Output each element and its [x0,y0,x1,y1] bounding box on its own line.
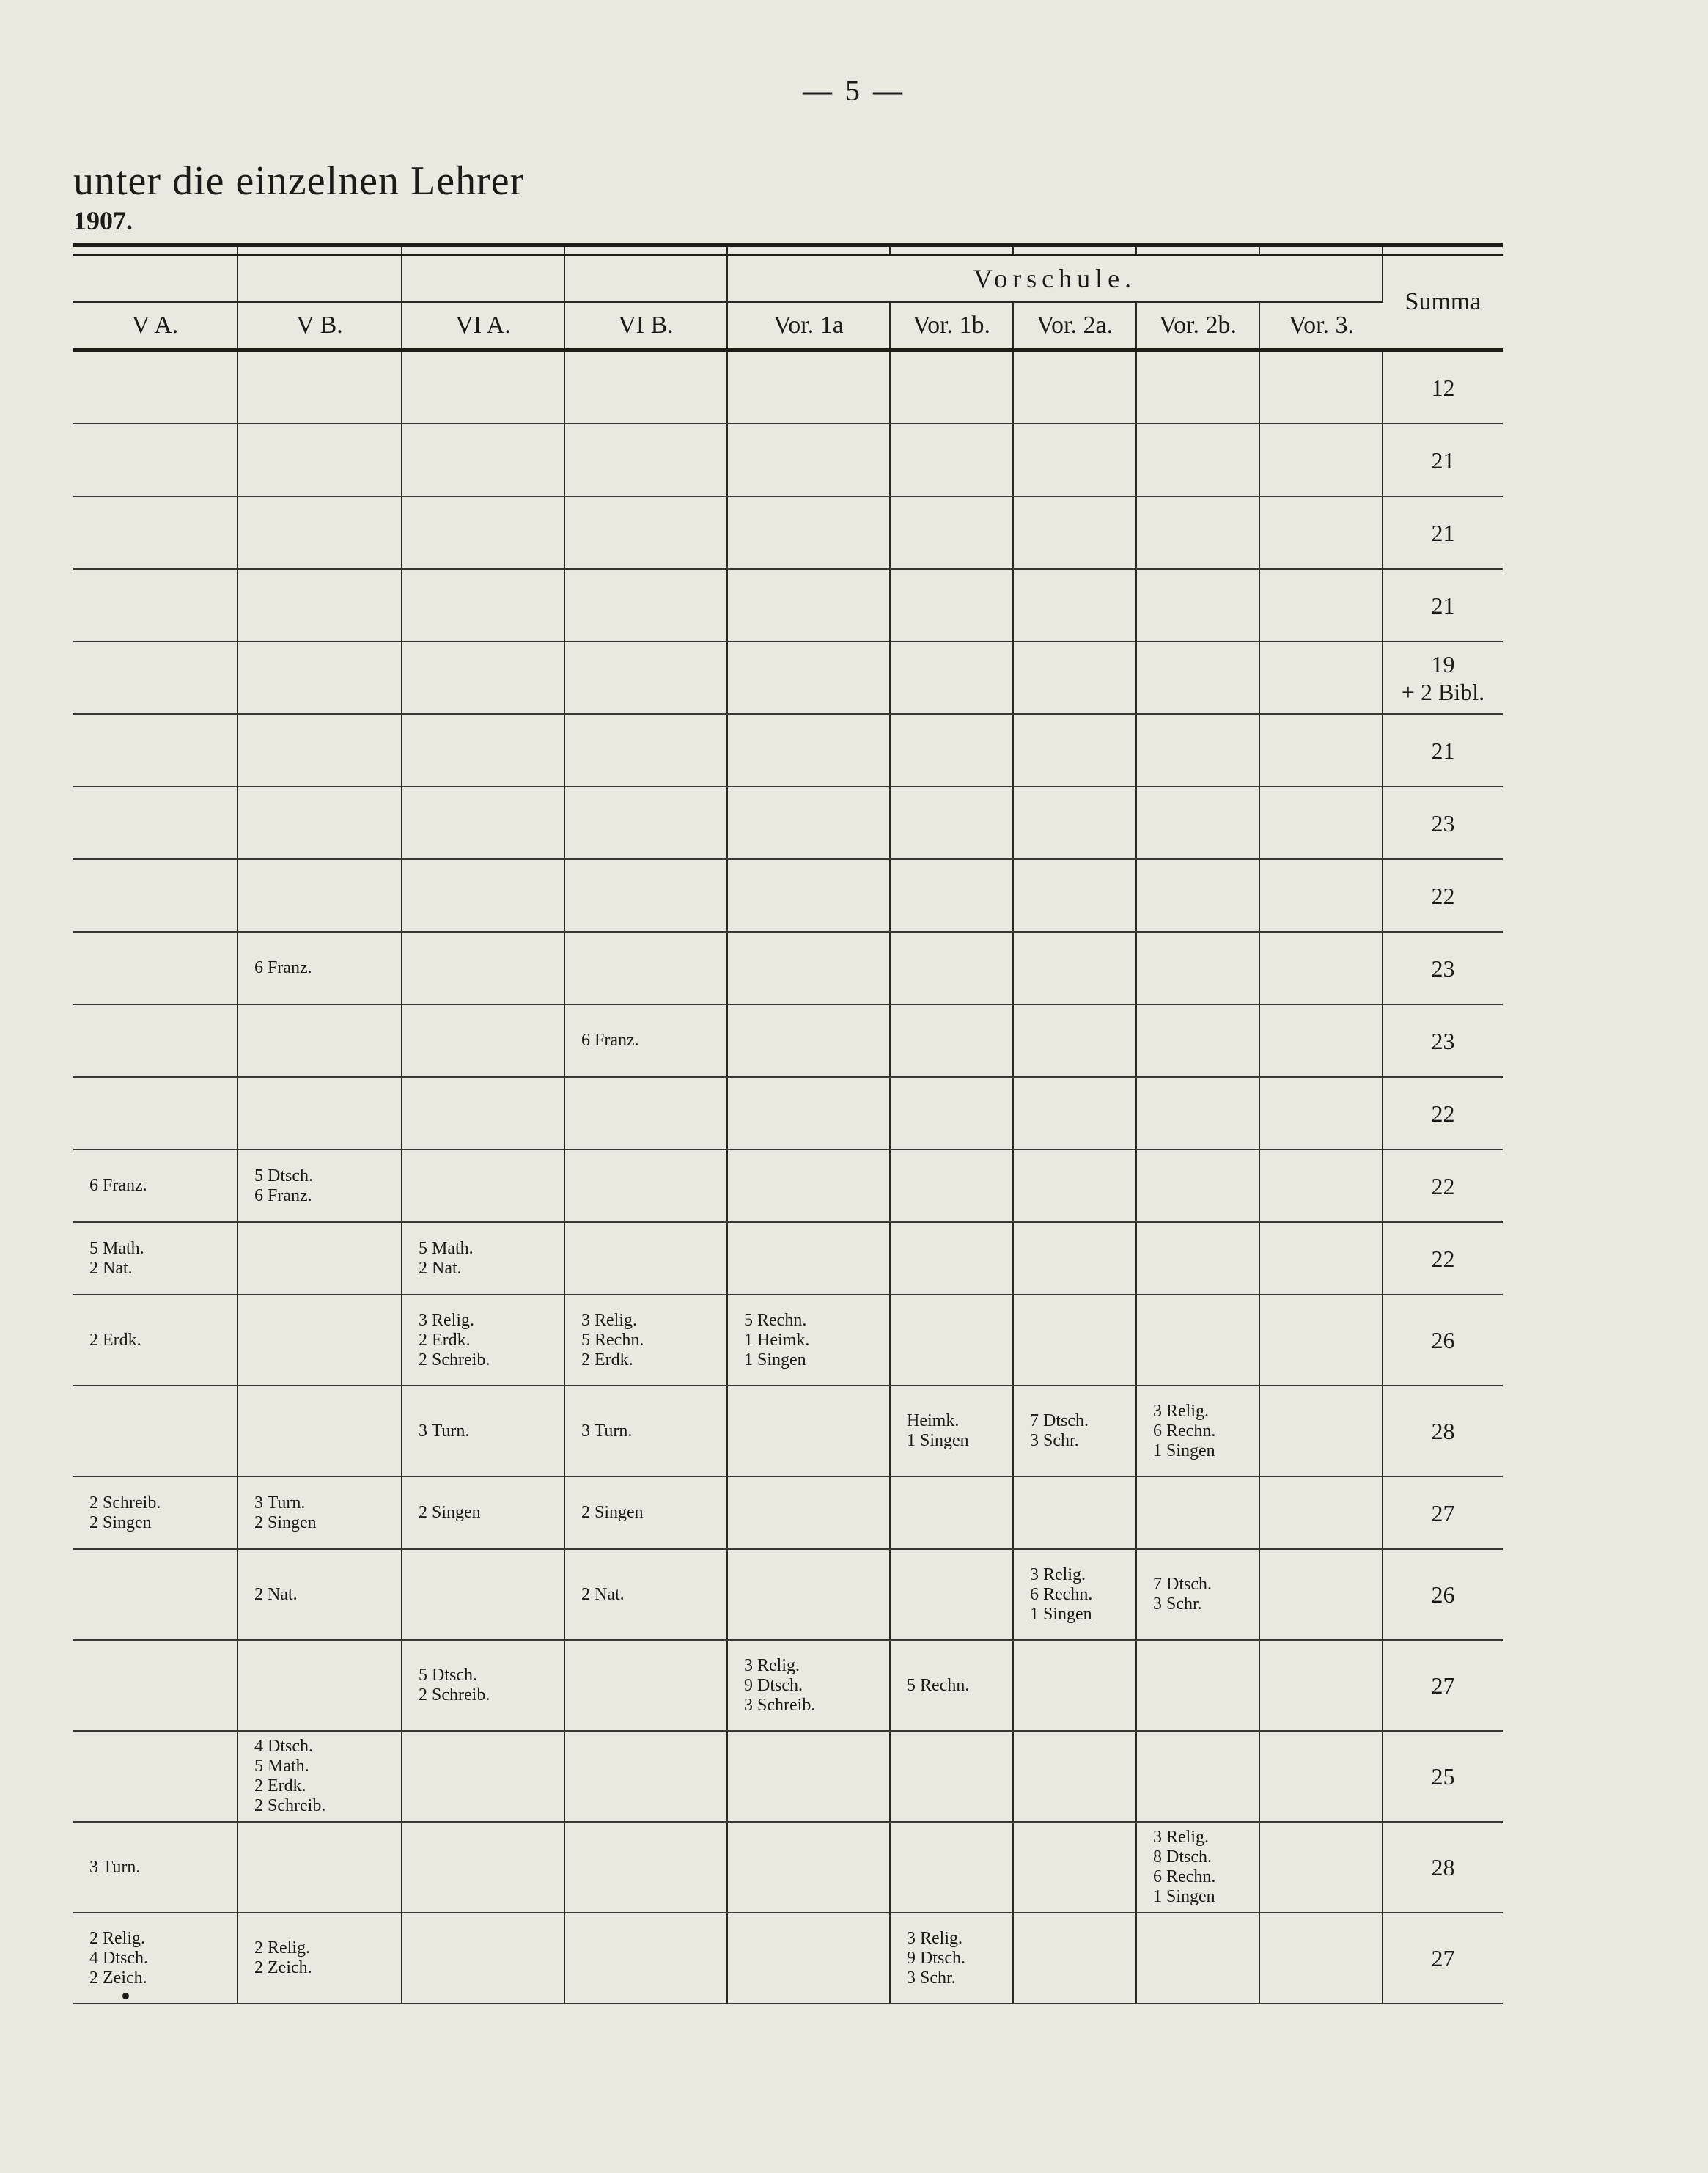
table-cell [1136,1640,1259,1731]
table-row [73,1386,1503,1477]
table-cell [402,859,564,932]
table-cell [402,932,564,1004]
table-cell [564,1913,727,2004]
table-cell [1136,569,1259,641]
table-cell [1259,1731,1383,1822]
row-sum: 19 + 2 Bibl. [1383,641,1503,714]
table-cell [1259,1295,1383,1386]
table-cell [402,1386,564,1477]
table-cell [727,859,890,932]
table-row [73,641,1503,714]
cell-text: 2 Relig. 2 Zeich. [254,1938,312,1977]
table-cell [890,641,1013,714]
table-cell [1136,932,1259,1004]
table-cell [1259,1222,1383,1295]
table-cell [1136,641,1259,714]
table-cell [564,1477,727,1549]
table-cell [1136,1077,1259,1150]
table-cell [890,1822,1013,1913]
cell-text: 3 Relig. 2 Erdk. 2 Schreib. [419,1310,490,1369]
cell-text: 2 Singen [581,1503,644,1522]
table-cell [1136,1150,1259,1222]
cell-text: 3 Relig. 9 Dtsch. 3 Schreib. [744,1655,816,1715]
row-sum: 21 [1383,496,1503,569]
column-header: V A. [73,302,238,350]
row-sum: 12 [1383,350,1503,424]
cell-text: 3 Relig. 6 Rechn. 1 Singen [1153,1401,1216,1460]
cell-text: 7 Dtsch. 3 Schr. [1030,1411,1089,1450]
cell-text: 5 Dtsch. 2 Schreib. [419,1666,490,1705]
table-cell [402,1150,564,1222]
row-sum: 26 [1383,1549,1503,1640]
row-sum: 21 [1383,569,1503,641]
table-cell [1013,787,1136,859]
table-cell [564,1731,727,1822]
table-cell [238,1731,402,1822]
table-cell [727,569,890,641]
table-row [73,1150,1503,1222]
table-row [73,1077,1503,1150]
cell-text: 3 Relig. 9 Dtsch. 3 Schr. [907,1928,965,1988]
table-cell [890,1477,1013,1549]
table-cell [1259,1150,1383,1222]
table-cell [890,1004,1013,1077]
table-cell [1136,1477,1259,1549]
table-cell [238,714,402,787]
table-cell [238,1549,402,1640]
table-cell [890,1222,1013,1295]
table-row [73,1913,1503,2004]
table-cell [238,1150,402,1222]
table-cell [73,569,238,641]
table-cell [1013,932,1136,1004]
row-sum: 22 [1383,1222,1503,1295]
summa-header: Summa [1383,255,1503,350]
table-cell [1013,350,1136,424]
table-cell [1259,932,1383,1004]
table-cell [727,1477,890,1549]
table-cell [402,714,564,787]
table-cell [1136,1222,1259,1295]
table-cell [73,1731,238,1822]
table-cell [890,932,1013,1004]
column-header: V B. [238,302,402,350]
table-cell [73,787,238,859]
cell-text: 5 Dtsch. 6 Franz. [254,1166,313,1205]
year-label: 1907. [73,206,133,235]
table-row [73,1477,1503,1549]
table-cell [238,496,402,569]
table-cell [73,1077,238,1150]
table-cell [1259,1822,1383,1913]
table-cell [727,1913,890,2004]
table-cell [73,1822,238,1913]
table-cell [890,1731,1013,1822]
table-cell [73,1386,238,1477]
table-cell [1013,569,1136,641]
table-cell [1013,641,1136,714]
table-cell [1013,1549,1136,1640]
table-cell [1136,787,1259,859]
table-cell [1013,1150,1136,1222]
table-cell [238,350,402,424]
cell-text: 7 Dtsch. 3 Schr. [1153,1575,1212,1614]
table-cell [73,1913,238,2004]
table-cell [73,859,238,932]
table-cell [1136,1004,1259,1077]
table-row [73,714,1503,787]
row-sum: 23 [1383,787,1503,859]
row-sum: 27 [1383,1640,1503,1731]
table-cell [73,1150,238,1222]
cell-text: 3 Turn. [581,1421,633,1441]
cell-text: 3 Turn. [419,1421,470,1441]
table-cell [1259,1477,1383,1549]
table-cell [1259,1640,1383,1731]
cell-text: 6 Franz. [254,958,312,977]
table-cell [1013,859,1136,932]
row-sum: 27 [1383,1477,1503,1549]
table-cell [1136,496,1259,569]
page-number: — 5 — [803,74,905,107]
table-cell [1136,1295,1259,1386]
table-cell [727,350,890,424]
table-cell [238,569,402,641]
table-cell [238,1913,402,2004]
table-cell [238,1295,402,1386]
table-row [73,1222,1503,1295]
cell-text: 2 Relig. 4 Dtsch. 2 Zeich. [89,1928,148,1988]
cell-text: 2 Schreib. 2 Singen [89,1493,161,1532]
table-cell [402,1295,564,1386]
table-row [73,1549,1503,1640]
table-cell [238,424,402,496]
table-cell [238,1077,402,1150]
table-cell [1013,1731,1136,1822]
table-cell [1013,1913,1136,2004]
table-cell [727,787,890,859]
column-header: Vor. 2a. [1013,302,1136,350]
table-cell [890,496,1013,569]
table-cell [564,496,727,569]
row-sum: 23 [1383,932,1503,1004]
table-cell [1136,859,1259,932]
table-cell [402,641,564,714]
column-header: Vor. 1b. [890,302,1013,350]
column-header: VI A. [402,302,564,350]
table-cell [402,787,564,859]
cell-text: 5 Math. 2 Nat. [89,1238,144,1278]
cell-text: 3 Relig. 6 Rechn. 1 Singen [1030,1565,1093,1624]
table-cell [238,1004,402,1077]
table-cell [238,1822,402,1913]
cell-text: 2 Erdk. [89,1330,141,1350]
table-cell [238,932,402,1004]
row-sum: 27 [1383,1913,1503,2004]
table-cell [1013,1640,1136,1731]
table-cell [1259,787,1383,859]
table-cell [73,496,238,569]
teacher-distribution-table [73,243,1503,2004]
column-header: Vor. 3. [1259,302,1383,350]
cell-text: 3 Turn. 2 Singen [254,1493,317,1532]
table-cell [1259,569,1383,641]
table-cell [402,496,564,569]
row-sum: 21 [1383,714,1503,787]
table-cell [73,1640,238,1731]
ink-dot [122,1993,129,1999]
table-cell [1013,714,1136,787]
table-cell [73,424,238,496]
table-row [73,1004,1503,1077]
table-cell [564,641,727,714]
table-row [73,569,1503,641]
table-row [73,787,1503,859]
table-cell [1259,496,1383,569]
table-cell [402,350,564,424]
table-cell [402,1549,564,1640]
table-cell [564,1549,727,1640]
cell-text: 3 Relig. 5 Rechn. 2 Erdk. [581,1310,644,1369]
row-sum: 22 [1383,859,1503,932]
cell-text: 2 Nat. [581,1584,625,1604]
table-row [73,1731,1503,1822]
table-row [73,1640,1503,1731]
column-header: Vor. 2b. [1136,302,1259,350]
cell-text: 5 Rechn. 1 Heimk. 1 Singen [744,1310,810,1369]
row-sum: 26 [1383,1295,1503,1386]
cell-text: Heimk. 1 Singen [907,1411,969,1450]
table-cell [727,1731,890,1822]
table-cell [564,1822,727,1913]
table-cell [73,1222,238,1295]
table-cell [1259,1386,1383,1477]
table-cell [238,1386,402,1477]
table-cell [727,932,890,1004]
table-cell [402,569,564,641]
table-cell [727,714,890,787]
table-cell [402,1004,564,1077]
cell-text: 3 Turn. [89,1857,141,1877]
table-cell [1013,1295,1136,1386]
row-sum: 28 [1383,1386,1503,1477]
column-header: Vor. 1a [727,302,890,350]
table-cell [238,787,402,859]
table-cell [564,1004,727,1077]
table-cell [1013,1386,1136,1477]
table-cell [727,1077,890,1150]
table-cell [564,859,727,932]
table-row [73,424,1503,496]
table-cell [238,1640,402,1731]
table-cell [1136,1386,1259,1477]
table-cell [564,1077,727,1150]
table-cell [402,1731,564,1822]
table-cell [402,424,564,496]
table-row [73,496,1503,569]
table-cell [727,1222,890,1295]
table-cell [1136,350,1259,424]
row-sum: 25 [1383,1731,1503,1822]
table-cell [73,714,238,787]
table-row [73,1822,1503,1913]
table-cell [73,932,238,1004]
table-cell [73,1004,238,1077]
table-cell [564,1222,727,1295]
row-sum: 23 [1383,1004,1503,1077]
table-cell [890,1549,1013,1640]
table-cell [1013,424,1136,496]
row-sum: 22 [1383,1077,1503,1150]
table-cell [1259,424,1383,496]
table-cell [1259,1913,1383,2004]
table-cell [1259,1549,1383,1640]
table-cell [1259,859,1383,932]
table-cell [402,1913,564,2004]
table-cell [1136,424,1259,496]
table-cell [73,1295,238,1386]
table-cell [73,1549,238,1640]
page-heading: unter die einzelnen Lehrer [73,158,525,204]
table-cell [238,1222,402,1295]
table-cell [1013,1077,1136,1150]
table-cell [890,1386,1013,1477]
cell-text: 3 Relig. 8 Dtsch. 6 Rechn. 1 Singen [1153,1828,1216,1906]
table-cell [402,1222,564,1295]
table-cell [1136,1822,1259,1913]
table-cell [402,1477,564,1549]
table-row [73,859,1503,932]
column-header: VI B. [564,302,727,350]
table-cell [73,350,238,424]
table-cell [890,1295,1013,1386]
cell-text: 6 Franz. [89,1176,147,1195]
table-cell [1259,1004,1383,1077]
table-cell [890,424,1013,496]
table-cell [890,350,1013,424]
table-cell [890,1077,1013,1150]
table-cell [564,569,727,641]
row-sum: 22 [1383,1150,1503,1222]
table-cell [564,714,727,787]
table-cell [890,569,1013,641]
table-cell [402,1822,564,1913]
table-cell [238,641,402,714]
table-cell [890,1913,1013,2004]
table-cell [727,1549,890,1640]
cell-text: 5 Rechn. [907,1675,970,1695]
row-sum: 28 [1383,1822,1503,1913]
table-row [73,350,1503,424]
cell-text: 2 Nat. [254,1584,298,1604]
cell-text: 4 Dtsch. 5 Math. 2 Erdk. 2 Schreib. [254,1737,326,1815]
table-cell [727,1004,890,1077]
table-cell [564,1295,727,1386]
table-cell [1136,1731,1259,1822]
table-cell [238,859,402,932]
table-cell [727,424,890,496]
table-row [73,932,1503,1004]
table-cell [1136,1913,1259,2004]
table-cell [890,859,1013,932]
table-cell [1013,496,1136,569]
table-cell [564,350,727,424]
table-cell [564,424,727,496]
table-cell [1013,1477,1136,1549]
table-cell [890,787,1013,859]
cell-text: 2 Singen [419,1503,481,1522]
table-cell [727,1150,890,1222]
table-cell [1136,1549,1259,1640]
row-sum: 21 [1383,424,1503,496]
table-cell [564,1640,727,1731]
table-cell [564,787,727,859]
table-cell [1259,641,1383,714]
vorschule-header: Vorschule. [727,255,1383,302]
table-cell [402,1077,564,1150]
table-cell [1136,714,1259,787]
table-cell [1013,1004,1136,1077]
table-cell [564,1150,727,1222]
table-cell [727,496,890,569]
table-cell [727,1822,890,1913]
cell-text: 5 Math. 2 Nat. [419,1238,474,1278]
table-cell [73,641,238,714]
table-cell [727,1295,890,1386]
table-cell [238,1477,402,1549]
table-cell [727,1640,890,1731]
table-cell [1259,714,1383,787]
table-cell [1259,1077,1383,1150]
table-cell [564,932,727,1004]
table-cell [1013,1222,1136,1295]
table-cell [564,1386,727,1477]
table-cell [73,1477,238,1549]
table-cell [890,1640,1013,1731]
table-cell [890,714,1013,787]
cell-text: 6 Franz. [581,1031,639,1050]
table-row [73,1295,1503,1386]
table-cell [727,641,890,714]
table-cell [1013,1822,1136,1913]
table-cell [1259,350,1383,424]
table-cell [402,1640,564,1731]
table-cell [890,1150,1013,1222]
table-cell [727,1386,890,1477]
